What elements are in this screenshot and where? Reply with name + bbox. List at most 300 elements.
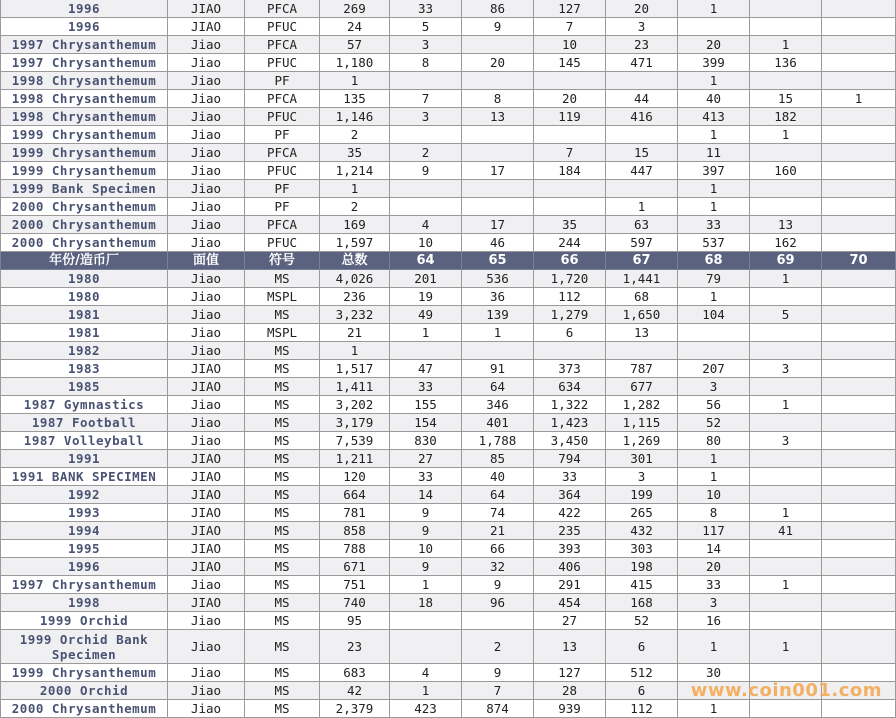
denomination-cell: Jiao xyxy=(168,700,245,718)
grade-69-cell: 1 xyxy=(750,270,822,288)
grade-69-cell xyxy=(750,144,822,162)
grade-68-cell: 397 xyxy=(678,162,750,180)
grade-66-cell xyxy=(534,126,606,144)
denomination-cell: Jiao xyxy=(168,234,245,252)
year-cell: 1997 Chrysanthemum xyxy=(1,576,168,594)
grade-66-cell: 33 xyxy=(534,468,606,486)
total-cell: 169 xyxy=(320,216,390,234)
denomination-cell: JIAO xyxy=(168,486,245,504)
grade-70-cell xyxy=(822,664,896,682)
grade-69-cell xyxy=(750,450,822,468)
grade-64-cell xyxy=(390,126,462,144)
total-cell: 21 xyxy=(320,324,390,342)
denomination-cell: JIAO xyxy=(168,540,245,558)
table-row xyxy=(1,18,896,36)
grade-68-cell: 1 xyxy=(678,198,750,216)
grade-69-cell: 1 xyxy=(750,396,822,414)
grade-69-cell xyxy=(750,324,822,342)
grade-65-cell xyxy=(462,72,534,90)
table-row xyxy=(1,342,896,360)
grade-68-cell: 56 xyxy=(678,396,750,414)
header-cell: 68 xyxy=(678,252,750,270)
year-cell: 2000 Orchid xyxy=(1,682,168,700)
year-cell: 1995 xyxy=(1,540,168,558)
total-cell: 1,214 xyxy=(320,162,390,180)
grade-type-cell: MS xyxy=(245,486,320,504)
grade-64-cell: 201 xyxy=(390,270,462,288)
grade-68-cell: 399 xyxy=(678,54,750,72)
denomination-cell: Jiao xyxy=(168,180,245,198)
table-row xyxy=(1,0,896,18)
grade-68-cell: 413 xyxy=(678,108,750,126)
grade-67-cell: 3 xyxy=(606,468,678,486)
grade-type-cell: MS xyxy=(245,522,320,540)
grade-65-cell xyxy=(462,144,534,162)
grade-66-cell xyxy=(534,72,606,90)
grade-type-cell: PFUC xyxy=(245,162,320,180)
grade-66-cell xyxy=(534,198,606,216)
grade-65-cell xyxy=(462,36,534,54)
grade-69-cell xyxy=(750,486,822,504)
grade-type-cell: MS xyxy=(245,450,320,468)
grade-type-cell: MS xyxy=(245,306,320,324)
grade-68-cell: 207 xyxy=(678,360,750,378)
grade-69-cell xyxy=(750,558,822,576)
year-cell: 1997 Chrysanthemum xyxy=(1,36,168,54)
grade-66-cell: 393 xyxy=(534,540,606,558)
grade-type-cell: PFUC xyxy=(245,54,320,72)
grade-65-cell: 64 xyxy=(462,378,534,396)
grade-type-cell: MS xyxy=(245,664,320,682)
grade-type-cell: MS xyxy=(245,342,320,360)
grade-type-cell: MS xyxy=(245,468,320,486)
grade-69-cell: 1 xyxy=(750,576,822,594)
grade-67-cell: 416 xyxy=(606,108,678,126)
grade-66-cell: 145 xyxy=(534,54,606,72)
grade-68-cell: 1 xyxy=(678,288,750,306)
grade-64-cell: 33 xyxy=(390,0,462,18)
grade-70-cell xyxy=(822,504,896,522)
grade-67-cell: 512 xyxy=(606,664,678,682)
grade-66-cell: 1,720 xyxy=(534,270,606,288)
denomination-cell: Jiao xyxy=(168,432,245,450)
grade-64-cell: 1 xyxy=(390,682,462,700)
grade-67-cell: 15 xyxy=(606,144,678,162)
grade-67-cell: 13 xyxy=(606,324,678,342)
denomination-cell: Jiao xyxy=(168,198,245,216)
grade-67-cell: 68 xyxy=(606,288,678,306)
total-cell: 95 xyxy=(320,612,390,630)
grade-67-cell: 1,441 xyxy=(606,270,678,288)
grade-70-cell xyxy=(822,324,896,342)
total-cell: 1,597 xyxy=(320,234,390,252)
grade-type-cell: PFCA xyxy=(245,216,320,234)
header-row xyxy=(1,252,896,270)
table-row xyxy=(1,414,896,432)
grade-64-cell: 7 xyxy=(390,90,462,108)
denomination-cell: Jiao xyxy=(168,342,245,360)
table-row xyxy=(1,540,896,558)
grade-67-cell: 301 xyxy=(606,450,678,468)
grade-70-cell xyxy=(822,522,896,540)
grade-69-cell: 136 xyxy=(750,54,822,72)
grade-68-cell: 1 xyxy=(678,700,750,718)
grade-69-cell xyxy=(750,468,822,486)
grade-type-cell: MS xyxy=(245,540,320,558)
grade-70-cell xyxy=(822,396,896,414)
grade-70-cell xyxy=(822,180,896,198)
table-row xyxy=(1,162,896,180)
denomination-cell: JIAO xyxy=(168,468,245,486)
year-cell: 1998 Chrysanthemum xyxy=(1,108,168,126)
grade-64-cell xyxy=(390,630,462,664)
grade-69-cell: 1 xyxy=(750,630,822,664)
grade-70-cell xyxy=(822,342,896,360)
grade-67-cell: 597 xyxy=(606,234,678,252)
grade-67-cell: 787 xyxy=(606,360,678,378)
grade-67-cell xyxy=(606,72,678,90)
grade-type-cell: MS xyxy=(245,682,320,700)
grade-68-cell: 1 xyxy=(678,450,750,468)
grade-68-cell: 16 xyxy=(678,612,750,630)
grade-69-cell xyxy=(750,18,822,36)
grade-65-cell: 20 xyxy=(462,54,534,72)
grade-68-cell: 30 xyxy=(678,664,750,682)
grade-type-cell: MS xyxy=(245,414,320,432)
grade-67-cell: 415 xyxy=(606,576,678,594)
denomination-cell: Jiao xyxy=(168,144,245,162)
grade-67-cell xyxy=(606,342,678,360)
grade-66-cell: 3,450 xyxy=(534,432,606,450)
grade-64-cell xyxy=(390,72,462,90)
table-row xyxy=(1,324,896,342)
year-cell: 1998 xyxy=(1,594,168,612)
total-cell: 7,539 xyxy=(320,432,390,450)
grade-type-cell: PF xyxy=(245,180,320,198)
grade-67-cell: 23 xyxy=(606,36,678,54)
year-cell: 1987 Football xyxy=(1,414,168,432)
table-row xyxy=(1,126,896,144)
grade-66-cell xyxy=(534,342,606,360)
total-cell: 1,211 xyxy=(320,450,390,468)
table-row xyxy=(1,198,896,216)
grade-67-cell: 1,269 xyxy=(606,432,678,450)
grade-68-cell: 20 xyxy=(678,558,750,576)
grade-64-cell: 9 xyxy=(390,504,462,522)
grade-65-cell: 1 xyxy=(462,324,534,342)
grade-66-cell: 291 xyxy=(534,576,606,594)
grade-67-cell: 1,115 xyxy=(606,414,678,432)
denomination-cell: Jiao xyxy=(168,288,245,306)
table-row xyxy=(1,270,896,288)
table-row xyxy=(1,216,896,234)
denomination-cell: Jiao xyxy=(168,72,245,90)
table-row xyxy=(1,144,896,162)
denomination-cell: Jiao xyxy=(168,396,245,414)
table-row xyxy=(1,378,896,396)
denomination-cell: JIAO xyxy=(168,504,245,522)
table-row xyxy=(1,396,896,414)
table-row xyxy=(1,288,896,306)
denomination-cell: Jiao xyxy=(168,270,245,288)
total-cell: 2,379 xyxy=(320,700,390,718)
total-cell: 57 xyxy=(320,36,390,54)
grade-67-cell: 471 xyxy=(606,54,678,72)
denomination-cell: JIAO xyxy=(168,0,245,18)
table-row xyxy=(1,90,896,108)
year-cell: 1999 Orchid xyxy=(1,612,168,630)
header-cell: 总数 xyxy=(320,252,390,270)
grade-type-cell: MS xyxy=(245,576,320,594)
denomination-cell: Jiao xyxy=(168,108,245,126)
grade-70-cell xyxy=(822,360,896,378)
denomination-cell: JIAO xyxy=(168,360,245,378)
year-cell: 2000 Chrysanthemum xyxy=(1,700,168,718)
grade-65-cell: 9 xyxy=(462,664,534,682)
total-cell: 781 xyxy=(320,504,390,522)
grade-70-cell xyxy=(822,414,896,432)
grade-69-cell xyxy=(750,664,822,682)
grade-68-cell: 52 xyxy=(678,414,750,432)
grade-64-cell: 4 xyxy=(390,216,462,234)
grade-type-cell: MSPL xyxy=(245,324,320,342)
grade-type-cell: PFCA xyxy=(245,0,320,18)
total-cell: 3,202 xyxy=(320,396,390,414)
grade-70-cell xyxy=(822,432,896,450)
year-cell: 1996 xyxy=(1,18,168,36)
denomination-cell: JIAO xyxy=(168,594,245,612)
grade-69-cell xyxy=(750,414,822,432)
grade-type-cell: MS xyxy=(245,396,320,414)
year-cell: 1985 xyxy=(1,378,168,396)
grade-type-cell: PFCA xyxy=(245,36,320,54)
year-cell: 2000 Chrysanthemum xyxy=(1,216,168,234)
denomination-cell: JIAO xyxy=(168,18,245,36)
grade-65-cell: 96 xyxy=(462,594,534,612)
table-row xyxy=(1,558,896,576)
grade-64-cell: 1 xyxy=(390,324,462,342)
grade-66-cell: 10 xyxy=(534,36,606,54)
grade-70-cell xyxy=(822,612,896,630)
year-cell: 1996 xyxy=(1,0,168,18)
grade-68-cell: 80 xyxy=(678,432,750,450)
total-cell: 236 xyxy=(320,288,390,306)
grade-67-cell: 1 xyxy=(606,198,678,216)
grade-70-cell xyxy=(822,126,896,144)
grade-65-cell: 91 xyxy=(462,360,534,378)
grade-65-cell: 64 xyxy=(462,486,534,504)
grade-68-cell: 537 xyxy=(678,234,750,252)
grade-67-cell: 198 xyxy=(606,558,678,576)
grade-66-cell: 184 xyxy=(534,162,606,180)
table-row xyxy=(1,306,896,324)
grade-type-cell: PFCA xyxy=(245,90,320,108)
grade-68-cell: 14 xyxy=(678,540,750,558)
year-cell: 1996 xyxy=(1,558,168,576)
grade-70-cell xyxy=(822,630,896,664)
grade-64-cell: 9 xyxy=(390,558,462,576)
grade-67-cell: 168 xyxy=(606,594,678,612)
grade-type-cell: MS xyxy=(245,594,320,612)
total-cell: 2 xyxy=(320,126,390,144)
grade-68-cell: 117 xyxy=(678,522,750,540)
grade-64-cell: 1 xyxy=(390,576,462,594)
table-row xyxy=(1,576,896,594)
grade-68-cell xyxy=(678,342,750,360)
grade-64-cell: 8 xyxy=(390,54,462,72)
grade-70-cell xyxy=(822,0,896,18)
grade-70-cell xyxy=(822,540,896,558)
grade-68-cell: 33 xyxy=(678,576,750,594)
grade-65-cell: 346 xyxy=(462,396,534,414)
grade-type-cell: PFUC xyxy=(245,18,320,36)
grade-65-cell xyxy=(462,342,534,360)
denomination-cell: Jiao xyxy=(168,576,245,594)
grade-65-cell: 46 xyxy=(462,234,534,252)
table-row xyxy=(1,612,896,630)
grade-68-cell: 1 xyxy=(678,630,750,664)
grade-65-cell: 9 xyxy=(462,18,534,36)
grade-65-cell: 32 xyxy=(462,558,534,576)
grade-70-cell xyxy=(822,378,896,396)
total-cell: 135 xyxy=(320,90,390,108)
table-row xyxy=(1,72,896,90)
grade-64-cell: 3 xyxy=(390,36,462,54)
year-cell: 1992 xyxy=(1,486,168,504)
grade-66-cell: 373 xyxy=(534,360,606,378)
grade-69-cell xyxy=(750,378,822,396)
grade-64-cell: 5 xyxy=(390,18,462,36)
denomination-cell: JIAO xyxy=(168,450,245,468)
denomination-cell: Jiao xyxy=(168,682,245,700)
year-cell: 1999 Chrysanthemum xyxy=(1,144,168,162)
table-row xyxy=(1,234,896,252)
grade-65-cell: 7 xyxy=(462,682,534,700)
total-cell: 1 xyxy=(320,342,390,360)
denomination-cell: Jiao xyxy=(168,162,245,180)
table-row xyxy=(1,54,896,72)
total-cell: 664 xyxy=(320,486,390,504)
grade-68-cell: 79 xyxy=(678,270,750,288)
grade-64-cell xyxy=(390,342,462,360)
denomination-cell: Jiao xyxy=(168,54,245,72)
table-row xyxy=(1,664,896,682)
year-cell: 1999 Chrysanthemum xyxy=(1,126,168,144)
year-cell: 1999 Chrysanthemum xyxy=(1,664,168,682)
total-cell: 3,232 xyxy=(320,306,390,324)
grade-68-cell: 1 xyxy=(678,180,750,198)
grade-67-cell: 44 xyxy=(606,90,678,108)
grade-70-cell xyxy=(822,700,896,718)
grade-70-cell xyxy=(822,594,896,612)
year-cell: 1991 BANK SPECIMEN xyxy=(1,468,168,486)
total-cell: 1 xyxy=(320,72,390,90)
denomination-cell: Jiao xyxy=(168,216,245,234)
grade-67-cell xyxy=(606,180,678,198)
grade-68-cell: 33 xyxy=(678,216,750,234)
grade-type-cell: MS xyxy=(245,504,320,522)
grade-64-cell: 10 xyxy=(390,540,462,558)
grade-66-cell: 1,322 xyxy=(534,396,606,414)
grade-66-cell: 112 xyxy=(534,288,606,306)
grade-type-cell: MS xyxy=(245,360,320,378)
grade-66-cell: 634 xyxy=(534,378,606,396)
grade-70-cell xyxy=(822,306,896,324)
year-cell: 1999 Orchid Bank Specimen xyxy=(1,630,168,664)
denomination-cell: Jiao xyxy=(168,612,245,630)
grade-65-cell: 2 xyxy=(462,630,534,664)
grade-66-cell: 1,279 xyxy=(534,306,606,324)
grade-65-cell: 1,788 xyxy=(462,432,534,450)
grade-69-cell xyxy=(750,72,822,90)
grade-70-cell xyxy=(822,72,896,90)
grade-67-cell: 447 xyxy=(606,162,678,180)
year-cell: 1980 xyxy=(1,288,168,306)
total-cell: 1 xyxy=(320,180,390,198)
table-row xyxy=(1,36,896,54)
grade-type-cell: PF xyxy=(245,72,320,90)
total-cell: 751 xyxy=(320,576,390,594)
grade-type-cell: MS xyxy=(245,612,320,630)
grade-67-cell: 112 xyxy=(606,700,678,718)
grade-70-cell xyxy=(822,144,896,162)
grade-66-cell: 7 xyxy=(534,144,606,162)
grade-68-cell: 1 xyxy=(678,126,750,144)
table-row xyxy=(1,504,896,522)
year-cell: 1980 xyxy=(1,270,168,288)
grade-69-cell xyxy=(750,700,822,718)
grade-67-cell: 1,282 xyxy=(606,396,678,414)
denomination-cell: Jiao xyxy=(168,664,245,682)
year-cell: 1994 xyxy=(1,522,168,540)
year-cell: 1999 Bank Specimen xyxy=(1,180,168,198)
grade-69-cell: 162 xyxy=(750,234,822,252)
denomination-cell: JIAO xyxy=(168,558,245,576)
grade-64-cell: 27 xyxy=(390,450,462,468)
grade-69-cell: 182 xyxy=(750,108,822,126)
grade-type-cell: MS xyxy=(245,700,320,718)
grade-66-cell: 6 xyxy=(534,324,606,342)
grade-67-cell: 303 xyxy=(606,540,678,558)
header-cell: 69 xyxy=(750,252,822,270)
grade-69-cell xyxy=(750,198,822,216)
table-row xyxy=(1,180,896,198)
grade-64-cell: 423 xyxy=(390,700,462,718)
table-row xyxy=(1,594,896,612)
grade-69-cell xyxy=(750,540,822,558)
grade-70-cell xyxy=(822,216,896,234)
grade-64-cell: 10 xyxy=(390,234,462,252)
total-cell: 3,179 xyxy=(320,414,390,432)
grade-67-cell: 63 xyxy=(606,216,678,234)
grade-type-cell: PFUC xyxy=(245,108,320,126)
grade-69-cell: 15 xyxy=(750,90,822,108)
grade-64-cell: 9 xyxy=(390,522,462,540)
table-row xyxy=(1,432,896,450)
year-cell: 1983 xyxy=(1,360,168,378)
denomination-cell: JIAO xyxy=(168,522,245,540)
year-cell: 1981 xyxy=(1,306,168,324)
grade-66-cell: 406 xyxy=(534,558,606,576)
grade-69-cell xyxy=(750,0,822,18)
grade-65-cell: 21 xyxy=(462,522,534,540)
total-cell: 1,517 xyxy=(320,360,390,378)
year-cell: 1987 Volleyball xyxy=(1,432,168,450)
header-cell: 64 xyxy=(390,252,462,270)
grade-64-cell xyxy=(390,198,462,216)
header-cell: 65 xyxy=(462,252,534,270)
grade-70-cell xyxy=(822,54,896,72)
